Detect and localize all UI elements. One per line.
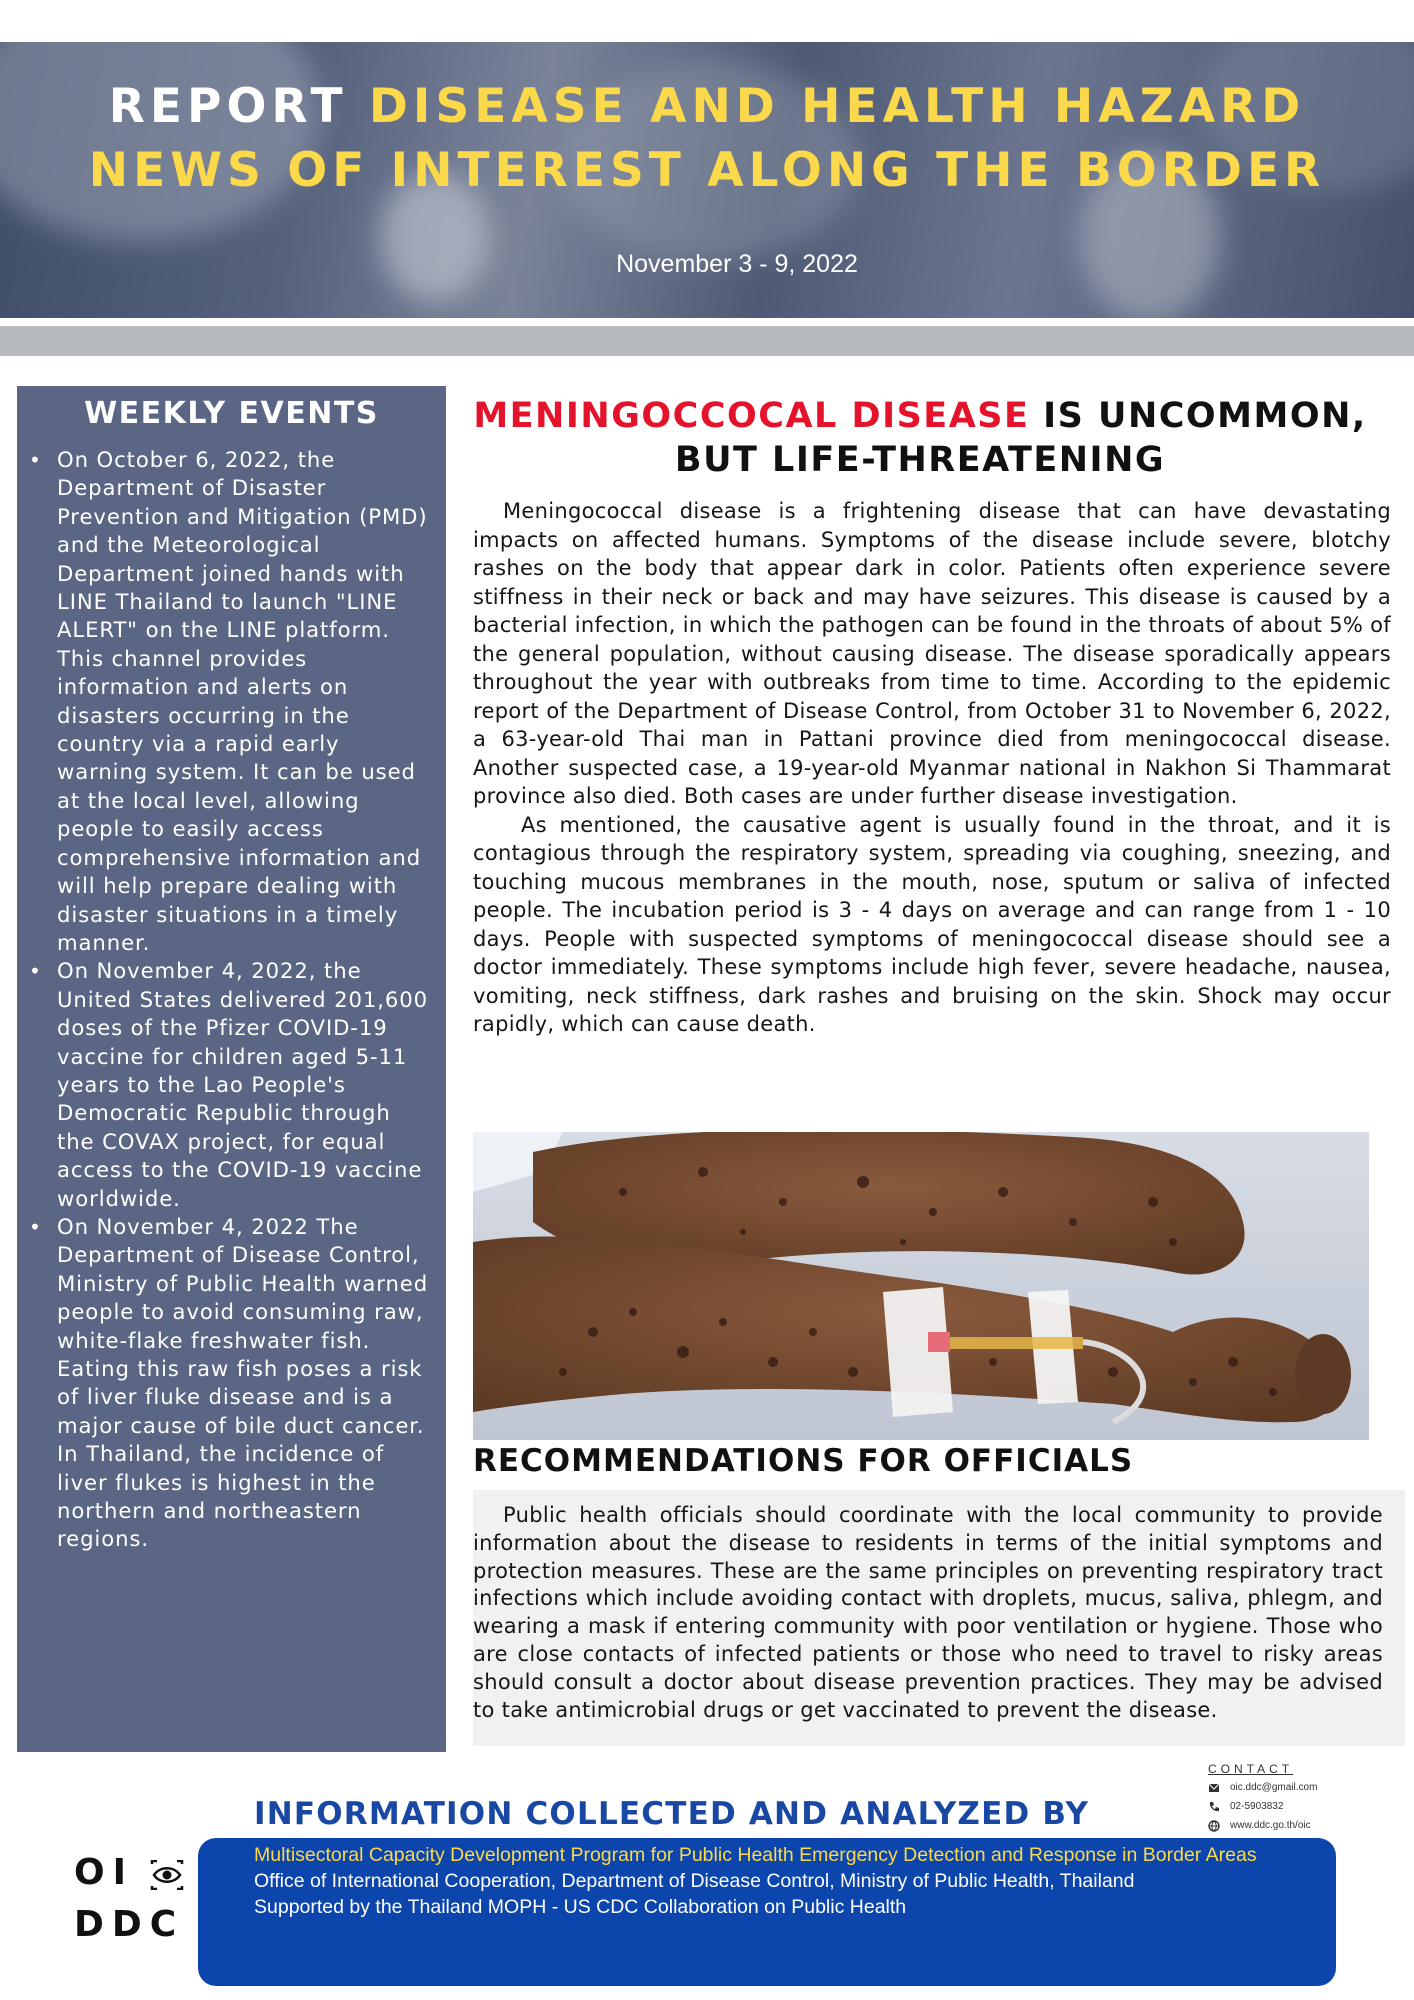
report-title-line1 [0,76,1414,138]
contact-website[interactable]: www.ddc.go.th/oic [1230,1820,1311,1831]
recommendations-box [473,1490,1405,1746]
recommendations-text: Public health officials should coordinate with the local community to provide information about the disease to residents in terms of the initial symptoms and protection measures. These are the same principles on preventing respiratory tract infections which include avoiding contact with droplets, mucus, saliva, phlegm, and wearing a mask if entering community with poor ventilation or hygiene. Those who are close contacts of infected patients or those who need to travel to risky areas should consult a doctor about disease prevention practices. They may be advised to take antimicrobial drugs or get vaccinated to prevent the disease. [473,1503,1383,1722]
article-paragraph: Meningococcal disease is a frightening disease that can have devastating impacts on affected humans. Symptoms of the disease include severe, blotchy rashes on the body that appear dark in color. Patients often experience severe stiffness in their neck or back and may have seizures. This disease is caused by a bacterial infection, in which the pathogen can be found in the throats of about 5% of the general population, without causing disease. The disease sporadically appears throughout the year with outbreaks from time to time. According to the epidemic report of the Department of Disease Control, from October 31 to November 6, 2022, a 63-year-old Thai man in Pattani province died from meningococcal disease. Another suspected case, a 19-year-old Myanmar national in Nakhon Si Thammarat province also died. Both cases are under further disease investigation. [473,499,1391,808]
oic-ddc-logo [74,1852,194,1962]
footer-office: Office of International Cooperation, Department of Disease Control, Ministry of Public Health, Thailand [254,1870,1135,1892]
report-date: November 3 - 9, 2022 [616,250,858,278]
article-title-highlight: MENINGOCCOCAL DISEASE [473,396,1030,436]
contact-label: CONTACT [1208,1762,1294,1776]
list-item [17,957,446,1213]
header-banner [0,42,1414,318]
bullet-icon: • [29,959,42,984]
event-text: On October 6, 2022, the Department of Disaster Prevention and Mitigation (PMD) and the Meteorological Department joined hands with LINE Thailand to launch "LINE ALERT" on the LINE platform. This channel provides information and alerts on disasters occurring in the country via a rapid early warning system. It can be used at the local level, allowing people to easily access comprehensive information and will help prepare dealing with disaster situations in a timely manner. [57,447,428,955]
contact-email-row[interactable] [1208,1780,1388,1795]
article-paragraph: As mentioned, the causative agent is usually found in the throat, and it is contagious through the respiratory system, spreading via coughing, sneezing, and touching mucous membranes in the mouth, nose, sputum or saliva of infected people. The incubation period is 3 - 4 days on average and can range from 1 - 10 days. People with suspected symptoms of meningococcal disease should see a doctor immediately. These symptoms include high fever, severe headache, nausea, vomiting, neck stiffness, dark rashes and bruising on the skin. Shock may occur rapidly, which can cause death. [473,812,1391,1036]
bullet-icon: • [29,448,42,472]
phone-icon [1208,1801,1220,1813]
article-title [460,394,1380,482]
rash-photo-illustration [473,1132,1369,1440]
contact-website-row[interactable] [1208,1818,1388,1833]
footer-program: Multisectoral Capacity Development Program for Public Health Emergency Detection and Response in Border Areas [254,1844,1257,1866]
article-body [473,497,1391,1039]
event-text: On November 4, 2022, the United States delivered 201,600 doses of the Pfizer COVID-19 vaccine for children aged 5-11 years to the Lao People's Democratic Republic through the COVAX project, for equal access to the COVID-19 vaccine worldwide. [57,958,429,1211]
bullet-icon: • [29,1214,42,1239]
contact-phone-row[interactable] [1208,1799,1388,1814]
contact-email[interactable]: oic.ddc@gmail.com [1230,1782,1318,1793]
report-title-white: REPORT [108,79,369,134]
contact-block [1208,1762,1388,1833]
event-text: On November 4, 2022 The Department of Disease Control, Ministry of Public Health warned people to avoid consuming raw, white-flake freshwater fish. Eating this raw fish poses a risk of liver fluke disease and is a major cause of bile duct cancer. In Thailand, the incidence of liver flukes is highest in the northern and northeastern regions. [57,1213,429,1552]
mail-icon [1208,1782,1220,1794]
list-item [17,1213,446,1554]
eye-icon [150,1860,184,1890]
article-title-rest: IS UNCOMMON, [1029,396,1367,436]
globe-icon [1208,1820,1220,1832]
weekly-events-title: WEEKLY EVENTS [84,396,379,431]
rash-photo [473,1132,1369,1440]
header-divider [0,326,1414,356]
report-title-yellow: DISEASE AND HEALTH HAZARD [368,79,1306,134]
recommendations-title: RECOMMENDATIONS FOR OFFICIALS [473,1443,1134,1479]
footer-info-box [198,1838,1336,1986]
list-item [17,446,446,957]
logo-line2: DDC [74,1904,185,1945]
weekly-events-sidebar [17,386,446,1752]
report-title-line2: NEWS OF INTEREST ALONG THE BORDER [88,143,1326,198]
footer-support: Supported by the Thailand MOPH - US CDC Collaboration on Public Health [254,1896,907,1918]
weekly-events-list [17,446,446,1554]
logo-line1: OI [74,1852,134,1893]
contact-phone[interactable]: 02-5903832 [1230,1801,1284,1812]
footer-title: INFORMATION COLLECTED AND ANALYZED BY [254,1796,1090,1832]
article-title-line2: BUT LIFE-THREATENING [674,440,1166,480]
